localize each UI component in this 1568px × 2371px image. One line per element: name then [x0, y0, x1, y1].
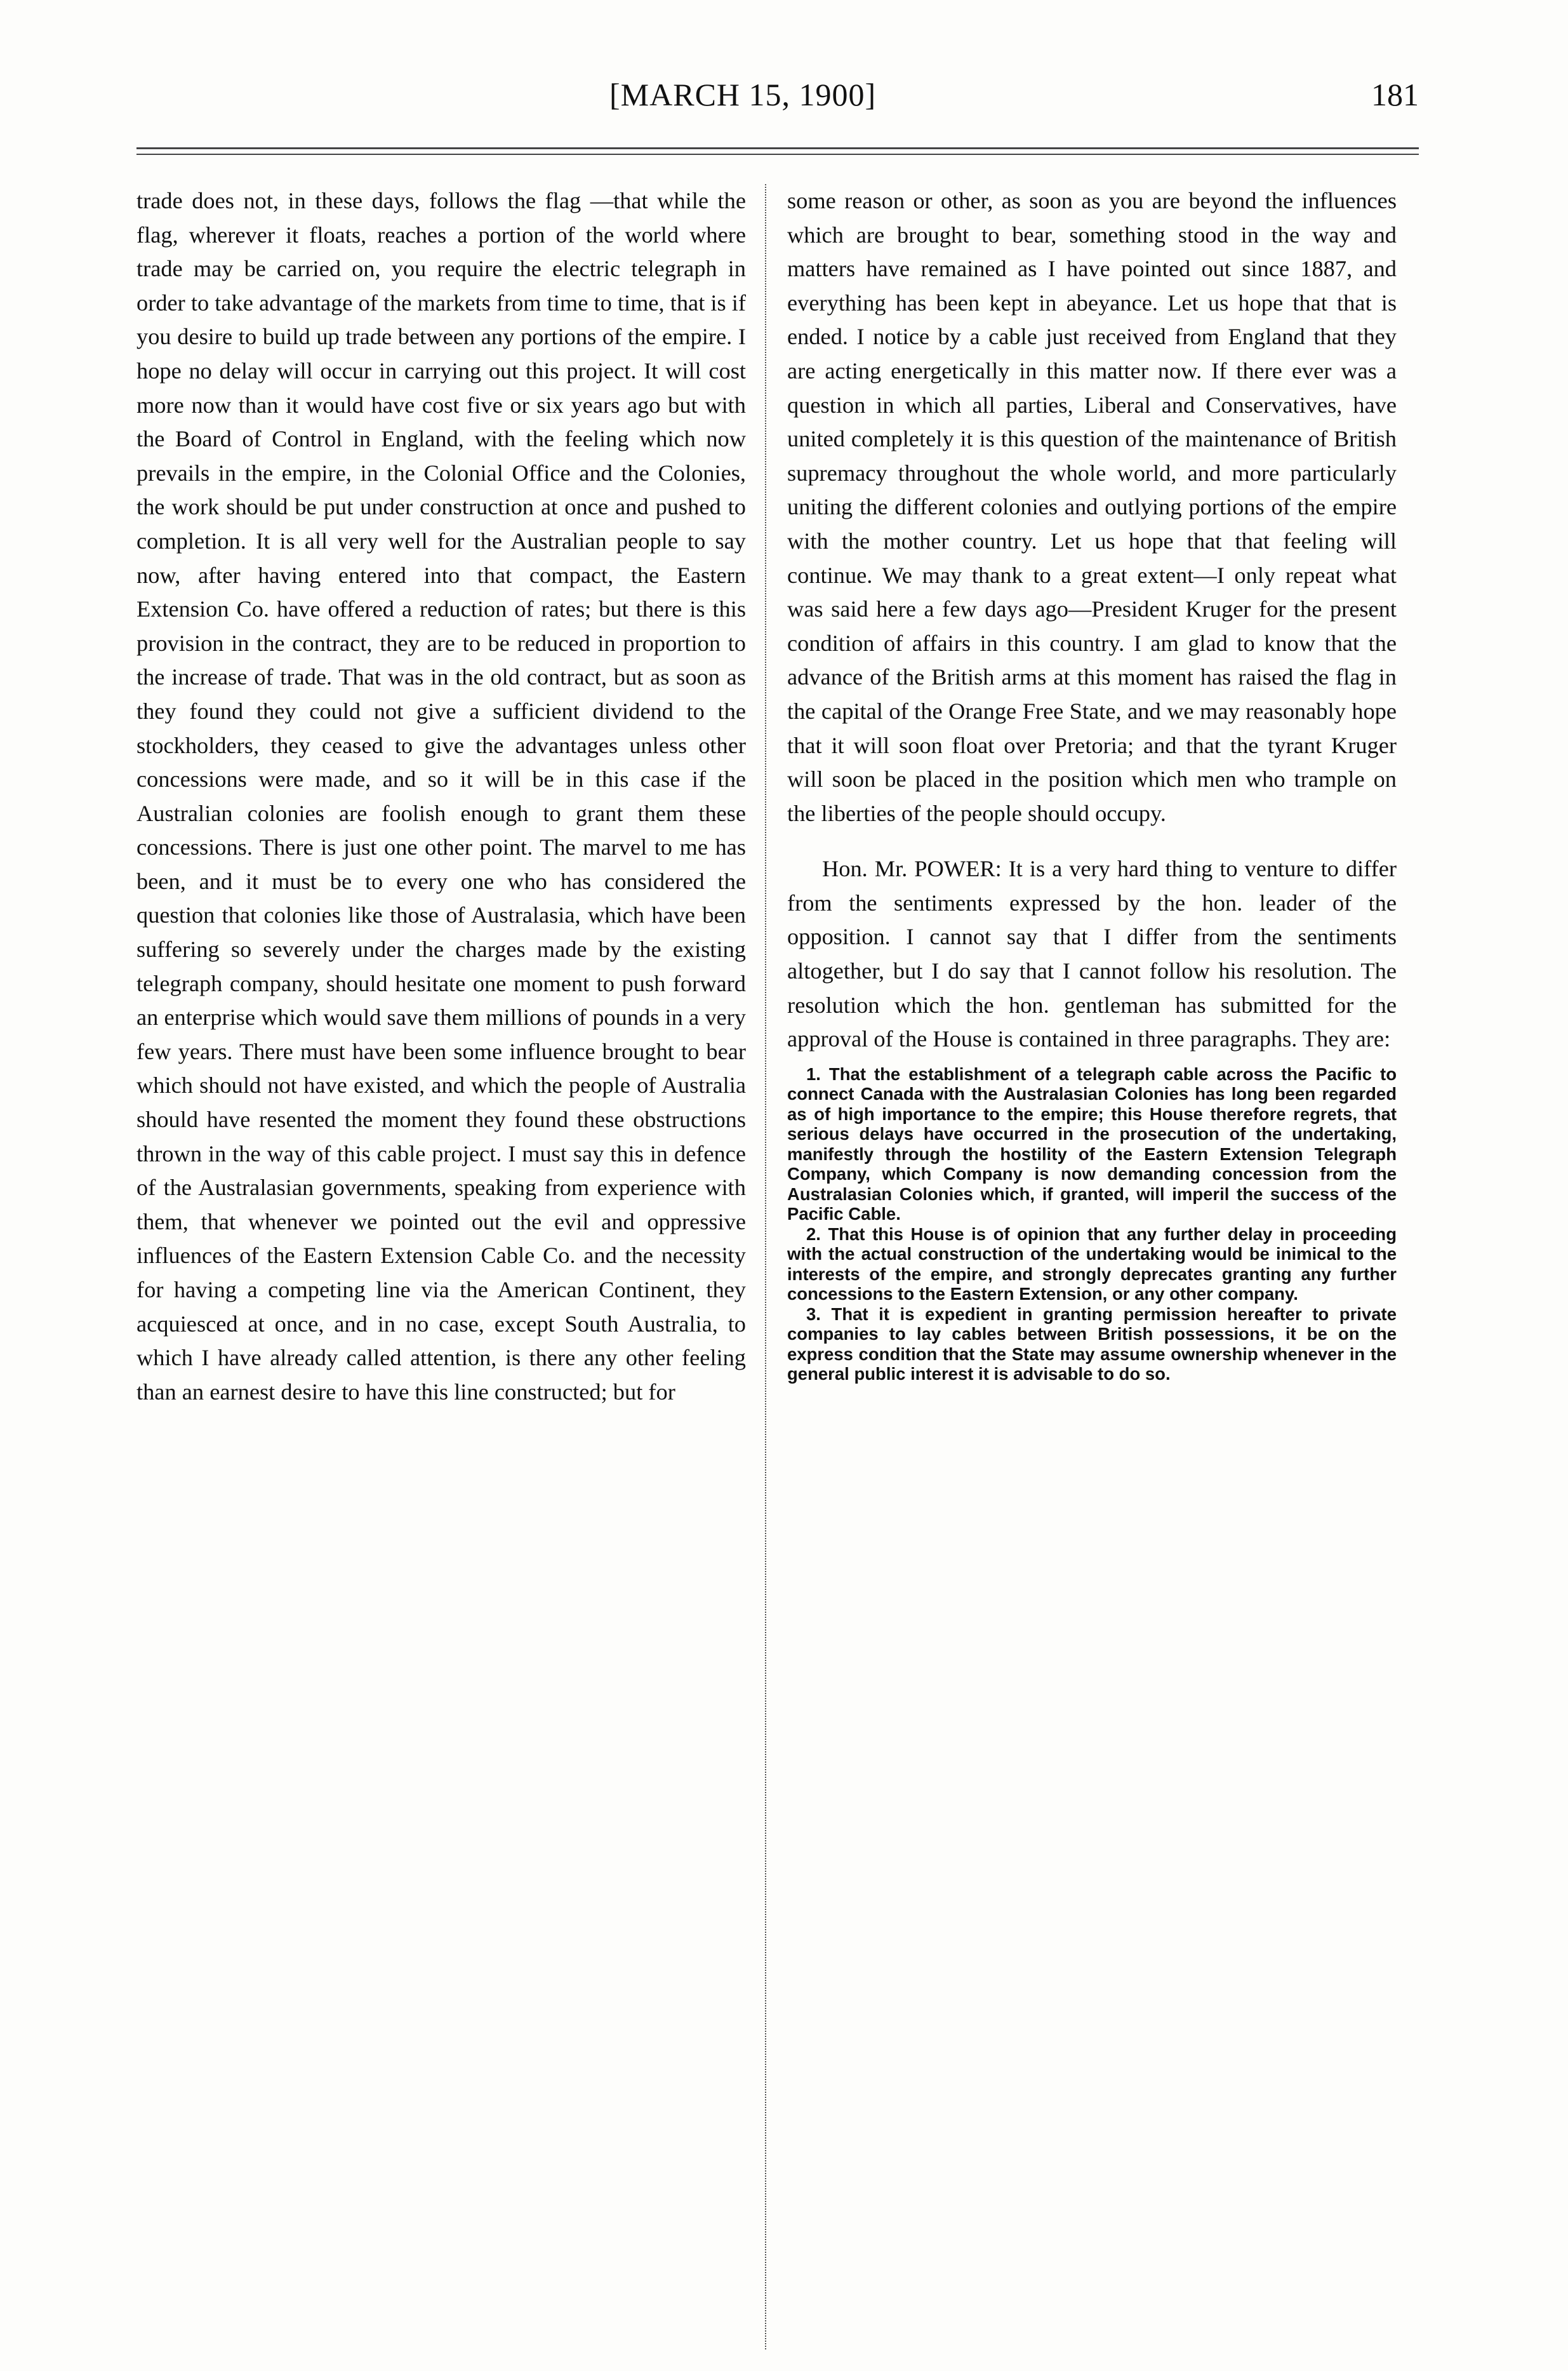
- left-column: [136, 184, 746, 1409]
- right-paragraph-1: some reason or other, as soon as you are beyond the influences which are brought to bear, something stood in the way and matters have remained as I have pointed out since 1887, and everything has been kept in abeyance. Let us hope that that is ended. I notice by a cable just received from England that they are acting energetically in this matter now. If there ever was a question in which all parties, Liberal and Conservatives, have united completely it is this question of the maintenance of British supremacy throughout the whole world, and more particularly uniting the different colonies and outlying portions of the empire with the mother country. Let us hope that that feeling will continue. We may thank to a great extent—I only repeat what was said here a few days ago—President Kruger for the present condition of affairs in this country. I am glad to know that the advance of the British arms at this moment has raised the flag in the capital of the Orange Free State, and we may reasonably hope that it will soon float over Pretoria; and that the tyrant Kruger will soon be placed in the position which men who trample on the liberties of the people should occupy.: [787, 188, 1397, 826]
- page-date: [MARCH 15, 1900]: [609, 77, 877, 112]
- left-column-text: trade does not, in these days, follows the flag —that while the flag, wherever it floats, reaches a portion of the world where trade may be carried on, you require the electric telegraph in order to take advantage of the markets from time to time, that is if you desire to build up trade between any portions of the empire. I hope no delay will occur in carrying out this project. It will cost more now than it would have cost five or six years ago but with the Board of Control in England, with the feeling which now prevails in the empire, in the Colonial Office and the Colonies, the work should be put under construction at once and pushed to completion. It is all very well for the Australian people to say now, after having entered into that compact, the Eastern Extension Co. have offered a reduction of rates; but there is this provision in the contract, they are to be reduced in proportion to the increase of trade. That was in the old contract, but as soon as they found they could not give a sufficient dividend to the stockholders, they ceased to give the advantages unless other concessions were made, and so it will be in this case if the Australian colonies are foolish enough to grant them these concessions. There is just one other point. The marvel to me has been, and it must be to every one who has considered the question that colonies like those of Australasia, which have been suffering so severely under the charges made by the existing telegraph company, should hesitate one moment to push forward an enterprise which would save them millions of pounds in a very few years. There must have been some influence brought to bear which should not have existed, and which the people of Australia should have resented the moment they found these obstructions thrown in the way of this cable project. I must say this in defence of the Australasian governments, speaking from experience with them, that whenever we pointed out the evil and oppressive influences of the Eastern Extension Cable Co. and the necessity for having a competing line via the American Continent, they acquiesced at once, and in no case, except South Australia, to which I have already called attention, is there any other feeling than an earnest desire to have this line constructed; but for: [136, 188, 746, 1405]
- column-divider: [765, 184, 766, 2349]
- resolution-2: 2. That this House is of opinion that any further delay in proceeding with the actual construction of the undertaking would be inimical to the interests of the empire, and strongly deprecates granting any further concessions to the Eastern Extension, or any other company.: [787, 1224, 1397, 1304]
- page-number: 181: [1371, 77, 1419, 112]
- resolution-gap: [787, 1057, 1397, 1064]
- resolution-3: 3. That it is expedient in granting permission hereafter to private companies to lay cables between British possessions, it be on the express condition that the State may assume ownership whenever in the general public interest it is advisable to do so.: [787, 1304, 1397, 1384]
- header-rule-top: [136, 147, 1419, 149]
- paragraph-gap: [787, 831, 1397, 852]
- resolution-1: 1. That the establishment of a telegraph cable across the Pacific to connect Canada with the Australasian Colonies has long been regarded as of high importance to the empire; this House therefore regrets, that serious delays have occurred in the prosecution of the undertaking, manifestly through the hostility of the Eastern Extension Telegraph Company, which Company is now demanding concession from the Australasian Colonies which, if granted, will imperil the success of the Pacific Cable.: [787, 1064, 1397, 1224]
- right-paragraph-2: Hon. Mr. POWER: It is a very hard thing to venture to differ from the sentiments expressed by the hon. leader of the opposition. I cannot say that I differ from the sentiments altogether, but I do say that I cannot follow his resolution. The resolution which the hon. gentleman has submitted for the approval of the House is contained in three paragraphs. They are:: [787, 856, 1397, 1052]
- page-header: [0, 44, 1568, 114]
- right-column: [787, 184, 1397, 1384]
- header-rule-bottom: [136, 154, 1419, 155]
